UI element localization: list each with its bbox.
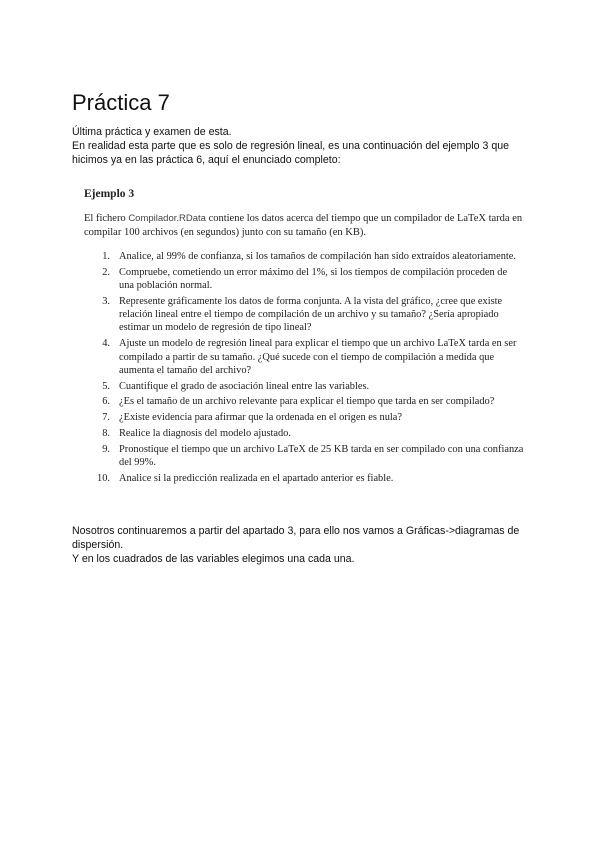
item-text: Ajuste un modelo de regresión lineal para explicar el tiempo que un archivo LaTeX tarda en ser compilado a partir de su tamaño. ¿Qué sucede con el tiempo de compilación a medida que aumenta el tamaño del archivo? bbox=[119, 338, 517, 376]
data-file-name: Compilador.RData bbox=[128, 213, 206, 224]
item-number: 6. bbox=[102, 396, 110, 408]
item-number: 3. bbox=[102, 295, 110, 307]
intro-line-1: Última práctica y examen de esta. bbox=[72, 126, 232, 138]
item-number: 10. bbox=[97, 472, 110, 484]
exercise-item-3 bbox=[84, 295, 524, 335]
item-number: 2. bbox=[102, 266, 110, 278]
intro-text bbox=[72, 125, 532, 167]
exercise-item-9 bbox=[84, 443, 524, 470]
item-text: Cuantifique el grado de asociación lineal entre las variables. bbox=[119, 380, 370, 392]
outro-line-1: Nosotros continuaremos a partir del apartado 3, para ello nos vamos a Gráficas->diagramas de dispersión. bbox=[72, 525, 520, 551]
item-text: ¿Existe evidencia para afirmar que la ordenada en el origen es nula? bbox=[119, 412, 403, 424]
desc-before: El fichero bbox=[84, 213, 129, 224]
item-number: 8. bbox=[102, 428, 110, 440]
item-text: Analice, al 99% de confianza, si los tamaños de compilación han sido extraídos aleatoriamente. bbox=[119, 251, 517, 262]
item-number: 5. bbox=[102, 380, 110, 392]
outro-text bbox=[72, 524, 542, 566]
exercise-item-4 bbox=[84, 337, 524, 377]
item-number: 1. bbox=[102, 251, 110, 262]
example-3-box bbox=[84, 188, 524, 488]
exercise-item-8 bbox=[84, 427, 524, 440]
desc-after: contiene los datos acerca del tiempo que un compilador de LaTeX tarda en compilar 100 archivos (en segundos) junto con su tamaño (en KB). bbox=[84, 213, 523, 238]
exercise-item-1 bbox=[84, 250, 524, 263]
page-title: Práctica 7 bbox=[72, 90, 170, 115]
item-text: Compruebe, cometiendo un error máximo del 1%, si los tiempos de compilación proceden de una población normal. bbox=[119, 266, 508, 292]
item-number: 7. bbox=[102, 412, 110, 424]
example-description bbox=[84, 212, 524, 239]
exercise-item-5 bbox=[84, 380, 524, 393]
item-text: Pronostique el tiempo que un archivo LaTeX de 25 KB tarda en ser compilado con una confianza del 99%. bbox=[119, 443, 524, 469]
item-text: ¿Es el tamaño de un archivo relevante para explicar el tiempo que tarda en ser compilado? bbox=[119, 396, 495, 408]
item-number: 9. bbox=[102, 443, 110, 455]
exercise-item-7 bbox=[84, 411, 524, 424]
intro-line-2: En realidad esta parte que es solo de regresión lineal, es una continuación del ejemplo 3 que hicimos ya en las práctica 6, aquí el enunciado completo: bbox=[72, 140, 509, 166]
outro-line-2: Y en los cuadrados de las variables elegimos una cada una. bbox=[72, 553, 355, 565]
item-number: 4. bbox=[102, 338, 110, 350]
exercise-item-2 bbox=[84, 266, 524, 293]
exercise-list bbox=[84, 250, 524, 485]
exercise-item-10 bbox=[84, 472, 524, 485]
item-text: Realice la diagnosis del modelo ajustado. bbox=[119, 428, 291, 440]
item-text: Analice si la predicción realizada en el apartado anterior es fiable. bbox=[119, 472, 394, 484]
exercise-item-6 bbox=[84, 395, 524, 408]
item-text: Represente gráficamente los datos de forma conjunta. A la vista del gráfico, ¿cree que existe relación lineal entre el tiempo de compilación de un archivo y su tamaño? ¿Sería apropiado estimar un modelo de regresión de tipo lineal? bbox=[119, 295, 503, 334]
example-heading: Ejemplo 3 bbox=[84, 188, 135, 200]
